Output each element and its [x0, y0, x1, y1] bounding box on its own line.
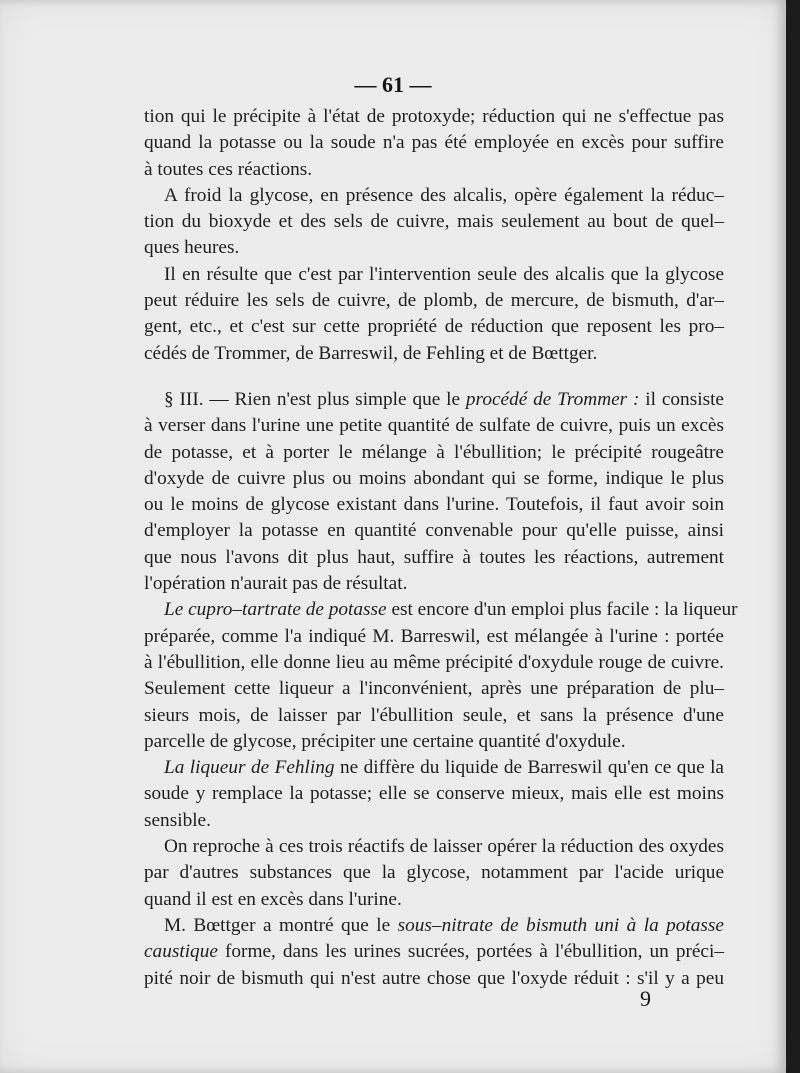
- text-line: A froid la glycose, en présence des alcalis, opère également la réduc–: [164, 184, 724, 206]
- text-line: cédés de Trommer, de Barreswil, de Fehling et de Bœttger.: [144, 342, 598, 364]
- paragraph-2: [144, 183, 724, 262]
- text-line: Seulement cette liqueur a l'inconvénient, après une préparation de plu–: [144, 678, 724, 700]
- paragraph-reproach: [144, 834, 724, 913]
- text-line: peut réduire les sels de cuivre, de plomb, de mercure, de bismuth, d'ar–: [144, 290, 724, 312]
- signature-mark: 9: [640, 986, 651, 1011]
- text-line: à verser dans l'urine une petite quantité de sulfate de cuivre, puis un excès: [144, 415, 724, 437]
- text-line: [144, 755, 724, 781]
- emphasis-trommer: procédé de Trommer :: [465, 388, 640, 410]
- text-line: l'opération n'aurait pas de résultat.: [144, 573, 408, 595]
- text-line: Il en résulte que c'est par l'intervention seule des alcalis que la glycose: [164, 263, 724, 285]
- page-number: — 61 —: [354, 72, 432, 97]
- paragraph-3: [144, 262, 724, 367]
- text-fragment: forme, dans les urines sucrées, portées à l'ébullition, un préci–: [217, 941, 724, 963]
- text-line: gent, etc., et c'est sur cette propriété de réduction que reposent les pro–: [144, 316, 724, 338]
- section-heading: § III. — Rien n'est plus simple que le: [164, 388, 466, 410]
- text-line: à toutes ces réactions.: [144, 158, 313, 180]
- emphasis-cupro: Le cupro–tartrate de potasse: [164, 599, 387, 621]
- text-line: quand la potasse ou la soude n'a pas été employée en excès pour suffire: [144, 132, 724, 154]
- text-line: On reproche à ces trois réactifs de laisser opérer la réduction des oxydes: [164, 836, 724, 858]
- text-line: d'employer la potasse en quantité convenable pour qu'elle puisse, ainsi: [144, 520, 724, 542]
- text-line: d'oxyde de cuivre plus ou moins abondant qui se forme, indique le plus: [144, 467, 724, 489]
- text-line: [144, 597, 738, 623]
- text-line: tion du bioxyde et des sels de cuivre, mais seulement au bout de quel–: [144, 211, 724, 233]
- text-line: que nous l'avons dit plus haut, suffire à toutes les réactions, autrement: [144, 546, 724, 568]
- emphasis-caustique: caustique: [144, 941, 218, 963]
- emphasis-fehling: La liqueur de Fehling: [164, 757, 335, 779]
- section-spacer: [144, 367, 724, 387]
- text-line: [144, 387, 724, 413]
- paragraph-1: [144, 104, 724, 183]
- text-line: par d'autres substances que la glycose, notamment par l'acide urique: [144, 862, 724, 884]
- text-line: de potasse, et à porter le mélange à l'ébullition; le précipité rougeâtre: [144, 441, 724, 463]
- text-line: ou le moins de glycose existant dans l'urine. Toutefois, il faut avoir soin: [144, 494, 724, 516]
- cupro-paragraph: [144, 597, 738, 755]
- text-fragment: M. Bœttger a montré que le: [164, 914, 398, 936]
- text-body: [144, 104, 738, 992]
- section-3-paragraph: [144, 387, 724, 597]
- fehling-paragraph: [144, 755, 724, 834]
- text-line: sieurs mois, de laisser par l'ébullition seule, et sans la présence d'une: [144, 704, 724, 726]
- text-line: [144, 939, 724, 965]
- text-fragment: ne diffère du liquide de Barreswil qu'en ce que la: [334, 757, 724, 779]
- text-fragment: est encore d'un emploi plus facile : la liqueur: [386, 599, 738, 621]
- text-line: pité noir de bismuth qui n'est autre chose que l'oxyde réduit : s'il y a peu: [144, 967, 724, 989]
- text-line: préparée, comme l'a indiqué M. Barreswil, est mélangée à l'urine : portée: [144, 625, 724, 647]
- text-line: quand il est en excès dans l'urine.: [144, 888, 402, 910]
- text-line: soude y remplace la potasse; elle se conserve mieux, mais elle est moins: [144, 783, 724, 805]
- emphasis-bismuth: sous–nitrate de bismuth uni à la potasse: [397, 914, 724, 936]
- boettger-paragraph: [144, 913, 724, 992]
- text-line: [144, 913, 724, 939]
- text-fragment: il consiste: [639, 388, 724, 410]
- text-line: parcelle de glycose, précipiter une certaine quantité d'oxydule.: [144, 730, 626, 752]
- text-line: tion qui le précipite à l'état de protoxyde; réduction qui ne s'effectue pas: [144, 106, 724, 127]
- text-line: à l'ébullition, elle donne lieu au même précipité d'oxydule rouge de cuivre.: [144, 651, 724, 673]
- text-line: sensible.: [144, 809, 211, 831]
- text-line: ques heures.: [144, 237, 240, 259]
